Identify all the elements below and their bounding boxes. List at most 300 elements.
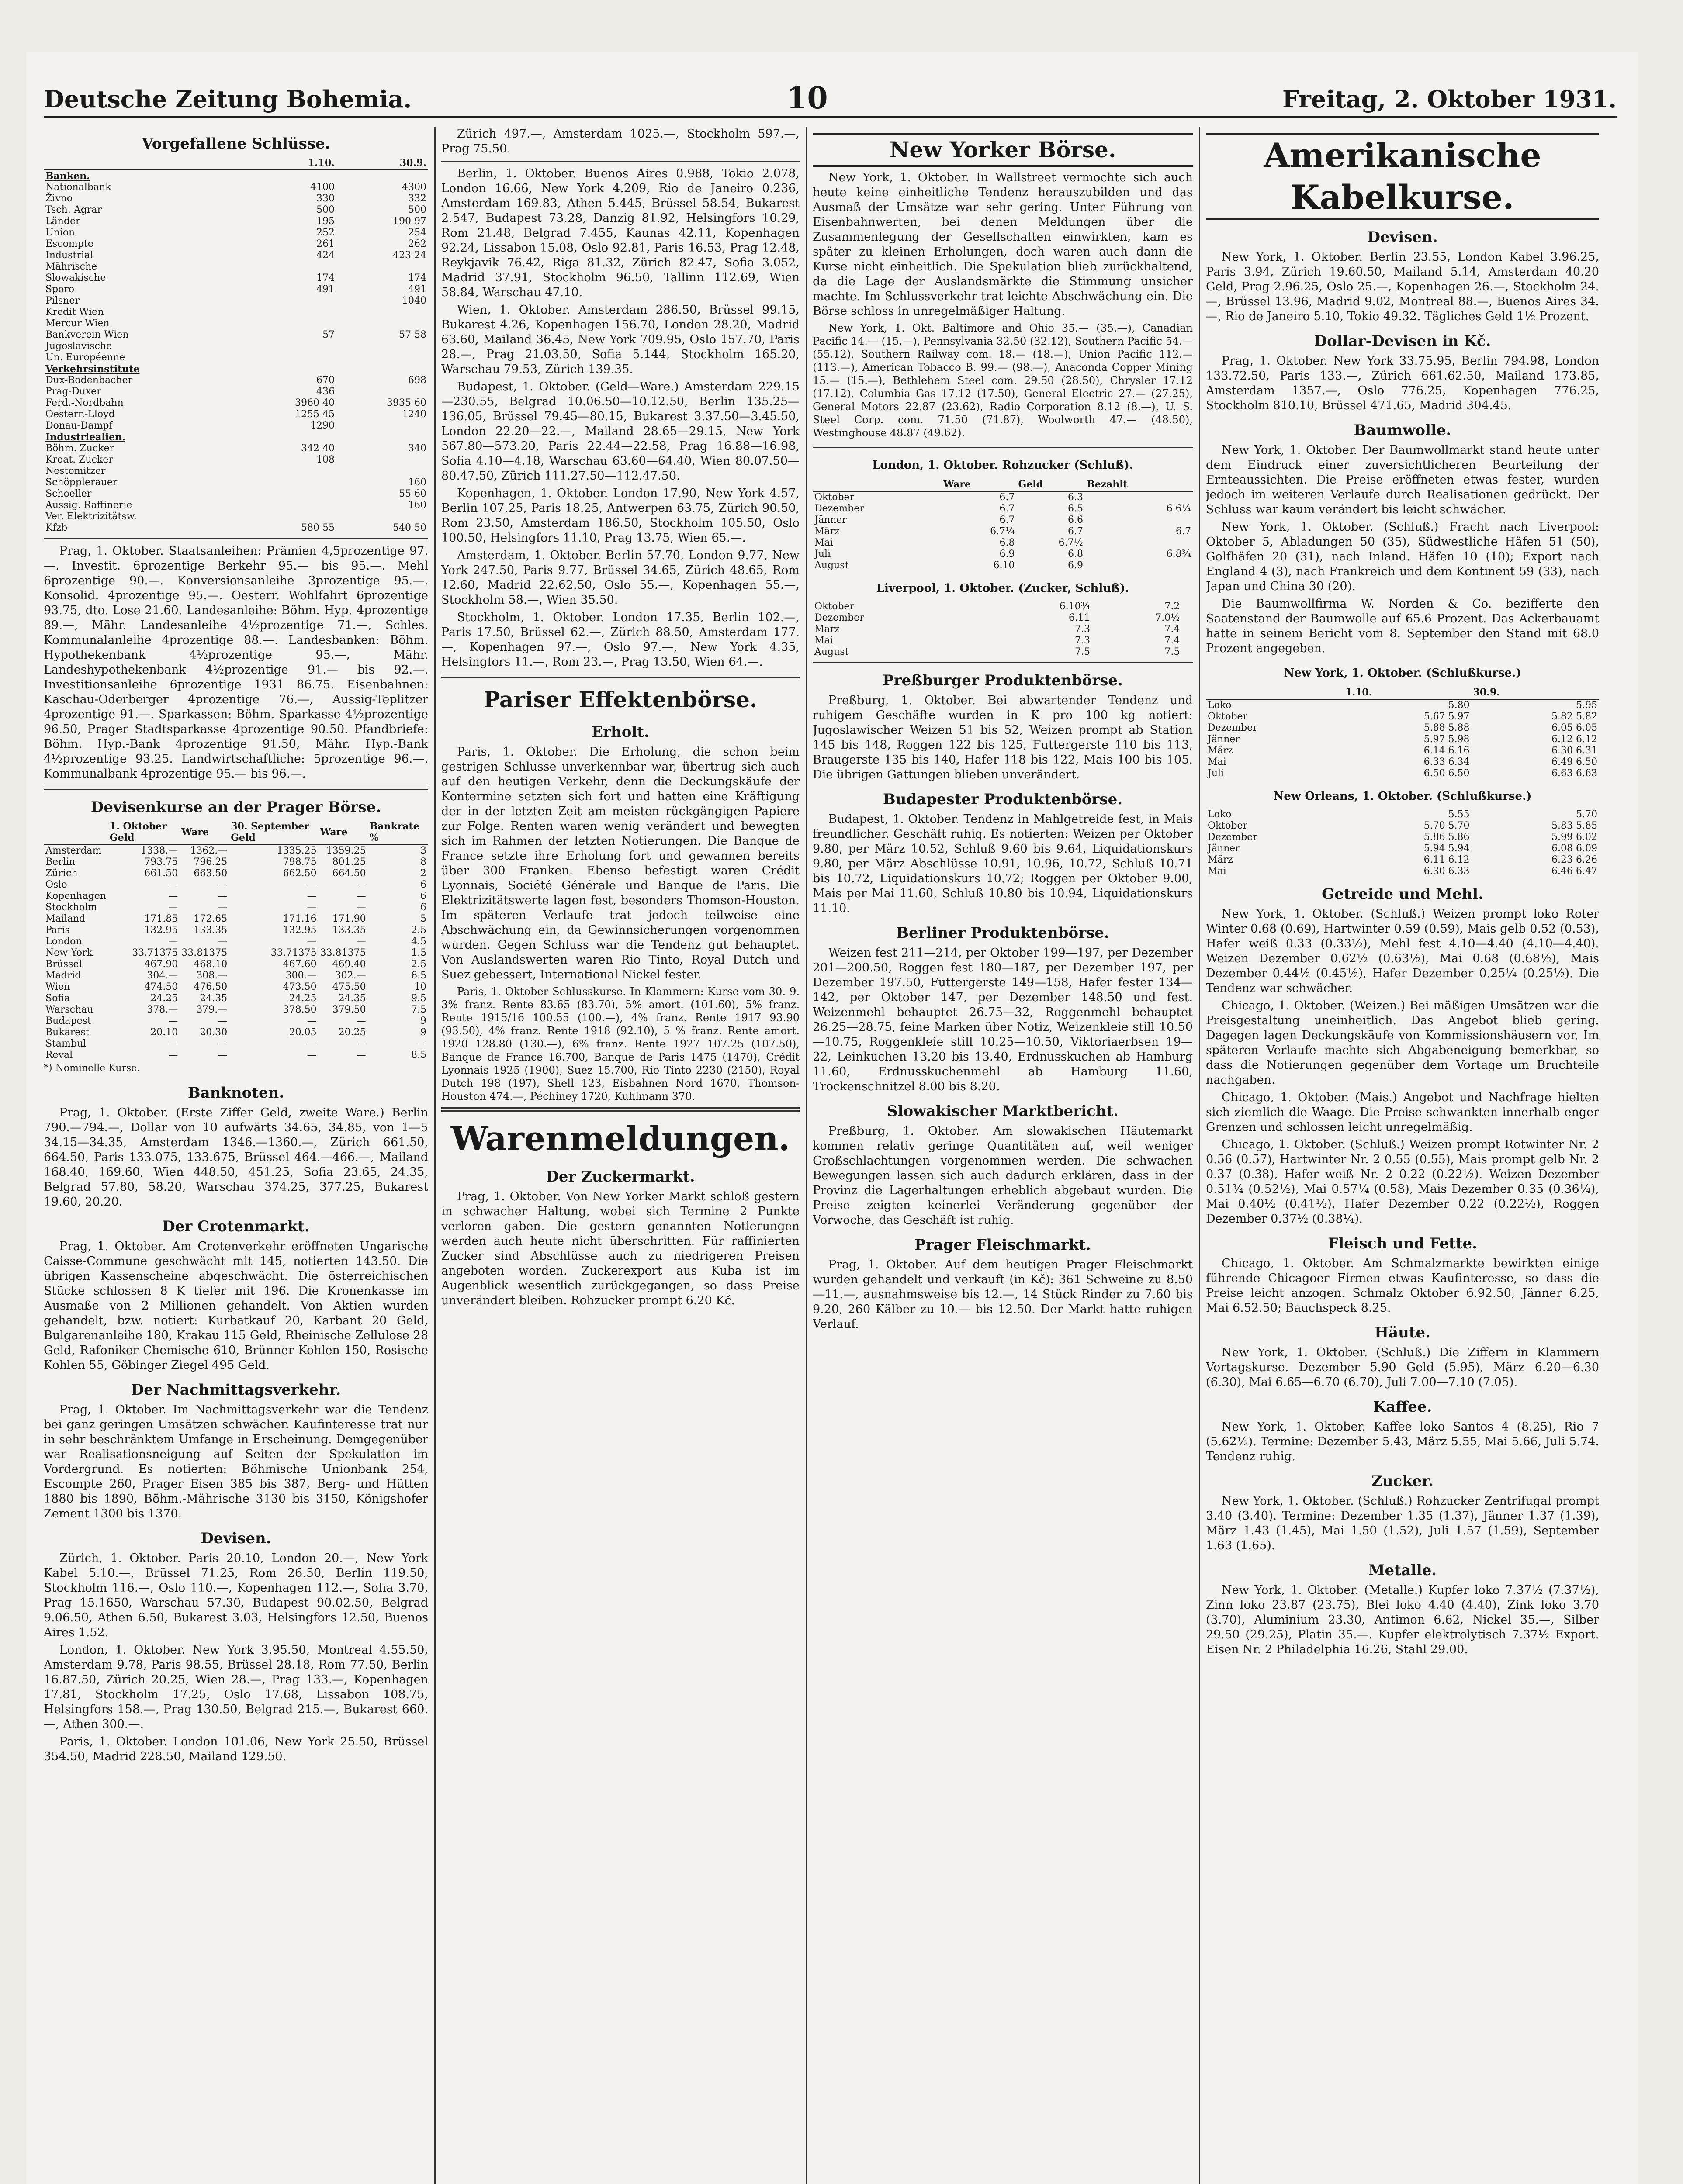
table-cell xyxy=(245,295,336,307)
table-cell: 379.50 xyxy=(332,1004,366,1015)
kabelkurse-title: Amerikanische Kabelkurse. xyxy=(1206,133,1599,220)
row-label: Sofia xyxy=(45,993,70,1004)
row-label: Živno xyxy=(45,193,73,204)
zucker-title: Zucker. xyxy=(1371,1472,1434,1490)
table-cell: — xyxy=(417,1038,426,1049)
col-header xyxy=(813,478,942,491)
liverpool-table xyxy=(813,601,1193,658)
slowakischer-paragraph: Preßburg, 1. Oktober. Am slowakischen Häutemarkt kommen relativ geringe Quantitäten auf, weil weniger Großschlachtungen vorgenommen werden. Die schwachen Bewegungen lassen sich auch dadurch erklären, dass in der Provinz die Lagerhaltungen erheblich abgebaut wurden. Die Preise zeigten keinerlei Veränderung gegenüber der Vorwoche, das Geschäft ist ruhig. xyxy=(813,1124,1193,1227)
table-cell: 7.5 xyxy=(1164,646,1180,657)
table-cell xyxy=(336,261,428,273)
col-header: 30. September Geld xyxy=(229,820,318,845)
table-row xyxy=(44,500,428,511)
table-cell: 262 xyxy=(408,238,426,249)
row-label: Jänner xyxy=(814,515,847,525)
table-cell: 33.81375 xyxy=(320,947,366,958)
row-label: Madrid xyxy=(45,970,81,981)
table-cell: — xyxy=(168,1016,178,1026)
table-cell: 261 xyxy=(316,238,335,249)
table-cell: 6.5 xyxy=(411,970,426,981)
table-cell xyxy=(336,352,428,363)
table-row xyxy=(44,925,428,936)
table-row xyxy=(44,1004,428,1016)
table-row xyxy=(44,868,428,879)
table-cell: 9 xyxy=(420,1016,426,1026)
row-label: Sporo xyxy=(45,284,75,295)
table-cell: 57 58 xyxy=(399,329,426,340)
col-header: Ware xyxy=(942,478,1016,491)
rohzucker-table xyxy=(813,478,1193,571)
dollar-title: Dollar-Devisen in Kč. xyxy=(1314,332,1491,350)
table-cell: 6.7 xyxy=(999,503,1015,514)
table-row xyxy=(44,970,428,981)
fett-title: Fleisch und Fette. xyxy=(1328,1235,1477,1252)
table-cell: — xyxy=(218,1038,228,1049)
slowakischer-title: Slowakischer Marktbericht. xyxy=(887,1102,1119,1120)
table-cell: 304.— xyxy=(147,970,178,981)
table-cell: 24.35 xyxy=(338,993,366,1004)
table-row xyxy=(44,1016,428,1027)
table-cell: 467.60 xyxy=(283,959,317,970)
table-cell: 580 55 xyxy=(301,522,335,533)
table-cell: 300.— xyxy=(285,970,317,981)
table-cell: 436 xyxy=(316,386,335,397)
table-cell: 20.05 xyxy=(289,1027,317,1038)
table-cell: — xyxy=(307,1038,317,1049)
table-row xyxy=(44,420,428,432)
table-cell: 8 xyxy=(420,857,426,867)
row-label: Mai xyxy=(1208,757,1226,767)
table-cell: 5.70 xyxy=(1576,809,1597,820)
table-cell: 7.2 xyxy=(1164,601,1180,612)
chicago2-paragraph: Chicago, 1. Oktober. (Mais.) Angebot und Nachfrage hielten sich ziemlich die Waage. Die Preise schwankten innerhalb enger Grenzen und schlossen leicht unregelmäßig. xyxy=(1206,1091,1599,1134)
table-cell: 7.3 xyxy=(1075,635,1090,646)
schluesse-body xyxy=(44,170,428,534)
table-cell: 423 24 xyxy=(393,250,426,261)
table-cell: 342 40 xyxy=(301,443,335,454)
col-header: Ware xyxy=(180,820,229,845)
row-label: Juli xyxy=(1208,768,1224,779)
rohzucker-head xyxy=(813,478,1193,491)
row-label: Loko xyxy=(1208,809,1232,820)
row-label: Ver. Elektrizitätsw. xyxy=(45,511,137,522)
row-label: Brüssel xyxy=(45,959,82,970)
table-row xyxy=(44,318,428,329)
waren-title: Warenmeldungen. xyxy=(450,1119,790,1158)
table-cell: 133.35 xyxy=(332,925,366,936)
row-label: Reval xyxy=(45,1050,73,1061)
table-row xyxy=(813,537,1193,549)
table-cell: — xyxy=(168,902,178,913)
table-row xyxy=(813,549,1193,560)
table-cell xyxy=(1181,624,1193,635)
table-row xyxy=(44,375,428,386)
table-cell: 491 xyxy=(408,284,426,295)
page-number: 10 xyxy=(786,81,828,116)
table-cell: 1040 xyxy=(402,295,426,306)
pariser-paragraph: Paris, 1. Oktober. Die Erholung, die schon beim gestrigen Schlusse unverkennbar war, übertrug sich auch auf den heutigen Verkehr, denn die Deckungskäufe der Kontermine setzten sich fort und hatten eine Kräftigung der in der letzten Zeit am meisten rückgängigen Papiere zur Folge. Renten waren wenig verändert und bewegten sich im Rahmen der letzten Notierungen. Die Banque de France setzte ihre Erholung fort und gewannen bereits über 300 Franken. Ebenso befestigt waren Crédit Lyonnais, Société Générale und Banque de Paris. Die Elektrizitätswerte lagen fest, besonders Thomson-Houston. Im späteren Verlaufe trat jedoch teilweise eine Abschwächung ein, da Gewinnsicherungen vorgenommen wurden. Gegen Schluss war die Tendenz gut behauptet. Von Auslandswerten waren Rio Tinto, Royal Dutch und Suez gebessert, International Nickel fester. xyxy=(441,745,800,981)
haeute-paragraph: New York, 1. Oktober. (Schluß.) Die Ziffern in Klammern Vortagskurse. Dezember 5.90 Geld (5.95), März 6.20—6.30 (6.30), Mai 6.65—6.70 (6.70), Juli 7.00—7.10 (7.05). xyxy=(1206,1346,1599,1389)
table-cell: — xyxy=(168,879,178,890)
table-cell: 491 xyxy=(316,284,335,295)
table-cell: 500 xyxy=(408,204,426,215)
table-row xyxy=(44,273,428,284)
table-cell xyxy=(336,511,428,522)
row-label: Tsch. Agrar xyxy=(45,204,102,215)
group-row xyxy=(44,170,428,182)
no-cotton-header: New Orleans, 1. Oktober. (Schlußkurse.) xyxy=(1273,790,1532,803)
row-label: Donau-Dampf xyxy=(45,420,113,431)
table-cell: 10 xyxy=(414,981,426,992)
table-cell: 195 xyxy=(316,216,335,227)
table-cell: 6.10 xyxy=(993,560,1015,571)
metalle-paragraph: New York, 1. Oktober. (Metalle.) Kupfer loko 7.37½ (7.37½), Zinn loko 23.87 (23.75), Blei loko 4.40 (4.40), Zink loko 3.70 (3.70), Aluminium 23.30, Antimon 6.62, Nickel 35.—, Silber 29.50 (29.25), Platin 35.—. Kupfer elektrolytisch 7.37½ Export. Eisen Nr. 2 Philadelphia 16.26, Stahl 29.00. xyxy=(1206,1583,1599,1656)
table-cell: 20.30 xyxy=(200,1027,228,1038)
row-label: Union xyxy=(45,227,75,238)
table-cell: — xyxy=(218,879,228,890)
table-cell xyxy=(245,477,336,488)
table-row xyxy=(44,284,428,295)
table-cell: 20.25 xyxy=(338,1027,366,1038)
table-cell: 6.05 6.05 xyxy=(1551,722,1597,733)
ny-devisen-paragraph: New York, 1. Oktober. Berlin 23.55, London Kabel 3.96.25, Paris 3.94, Zürich 19.60.50, Mailand 5.14, Amsterdam 40.20 Geld, Prag 2.96.25, Oslo 25.—, Kopenhagen 26.—, Stockholm 24.—, Brüssel 13.96, Madrid 9.02, Montreal 88.—, Buenos Aires 34.—, Rio de Janeiro 5.10, Tokio 49.32. Tägliches Geld 1½ Prozent. xyxy=(1206,250,1599,323)
table-row xyxy=(813,503,1193,515)
divider xyxy=(441,674,800,678)
table-cell: 7.4 xyxy=(1164,624,1180,635)
table-cell: 1290 xyxy=(310,420,335,431)
column-3 xyxy=(813,127,1200,2184)
table-cell: 6 xyxy=(420,879,426,890)
table-row xyxy=(44,443,428,454)
pariser-quotes: Paris, 1. Oktober Schlusskurse. In Klammern: Kurse vom 30. 9. 3% franz. Rente 83.65 (83.70), 5% amort. (101.60), 5% franz. Rente 1915/16 100.55 (100.—), 4% franz. Rente 1917 93.90 (93.50), 4% franz. Rente 1918 (92.10), 5 % franz. Rente amort. 1920 128.80 (130.—), 6% franz. Rente 1927 107.25 (107.50), Banque de France 16.700, Banque de Paris 1475 (1470), Crédit Lyonnais 1925 (1900), Suez 15.700, Rio Tinto 2230 (2150), Royal Dutch 198 (197), Shell 123, Eisbahnen Nord 1670, Thomson-Houston 474.—, Péchiney 1720, Kuhlmann 370. xyxy=(441,985,800,1102)
row-label: Mercur Wien xyxy=(45,318,110,329)
table-cell: 540 50 xyxy=(393,522,426,533)
group-name: Industriealien. xyxy=(45,432,125,443)
table-row xyxy=(813,635,1193,646)
table-cell: 661.50 xyxy=(144,868,178,879)
devisen-head xyxy=(44,820,428,845)
table-cell: 20.10 xyxy=(150,1027,178,1038)
table-cell: 5.55 xyxy=(1448,809,1470,820)
table-cell: 1335.25 xyxy=(277,845,317,856)
table-cell: 6.30 6.31 xyxy=(1551,745,1597,756)
table-row xyxy=(44,466,428,477)
table-cell: 172.65 xyxy=(194,913,228,924)
table-row xyxy=(44,511,428,522)
table-cell xyxy=(245,511,336,522)
table-row xyxy=(44,981,428,993)
table-cell: 4100 xyxy=(310,182,335,193)
paris-paragraph: Paris, 1. Oktober. London 101.06, New York 25.50, Brüssel 354.50, Madrid 228.50, Mailand 129.50. xyxy=(44,1735,428,1763)
rohzucker-body xyxy=(813,491,1193,571)
baumwolle-title: Baumwolle. xyxy=(1354,422,1451,439)
table-cell xyxy=(1181,601,1193,612)
col-header: Geld xyxy=(1017,478,1085,491)
zuerich-paragraph: Zürich, 1. Oktober. Paris 20.10, London 20.—, New York Kabel 5.10.—, Brüssel 71.25, Rom 26.50, Berlin 119.50, Stockholm 116.—, Oslo 110.—, Kopenhagen 112.—, Sofia 3.70, Prag 15.1650, Warschau 57.30, Budapest 90.02.50, Belgrad 9.06.50, Athen 6.50, Bukarest 3.03, Helsingfors 12.50, Buenos Aires 1.52. xyxy=(44,1552,428,1639)
table-row xyxy=(44,261,428,273)
table-cell: 5.95 xyxy=(1576,700,1597,711)
col-header: 1.10. xyxy=(245,156,336,170)
table-cell: 670 xyxy=(316,375,335,386)
row-label: Nationalbank xyxy=(45,182,111,193)
table-cell: 6 xyxy=(420,902,426,913)
row-label: Mai xyxy=(814,635,833,646)
table-cell: 171.16 xyxy=(283,913,317,924)
table-cell: 7.5 xyxy=(411,1004,426,1015)
table-row xyxy=(44,193,428,204)
table-cell xyxy=(1085,537,1193,549)
table-cell: 24.25 xyxy=(150,993,178,1004)
table-row xyxy=(1206,820,1599,832)
table-row xyxy=(44,341,428,352)
row-label: Aussig. Raffinerie xyxy=(45,500,132,511)
liverpool-fracht-paragraph: New York, 1. Oktober. (Schluß.) Fracht nach Liverpool: Oktober 5, Abladungen 50 (35), Südwestliche Häfen 51 (50), Golfhäfen 20 (31), nach Inland. Häfen 10 (10); Export nach England 4 (3), nach Frankreich und dem Kontinent 59 (33), nach Japan und China 30 (20). xyxy=(1206,520,1599,593)
table-cell: 6.11 6.12 xyxy=(1423,854,1470,865)
table-cell: — xyxy=(168,936,178,947)
table-cell: 6.6¼ xyxy=(1166,503,1191,514)
table-row xyxy=(44,891,428,902)
row-label: August xyxy=(814,560,849,571)
table-cell: — xyxy=(218,936,228,947)
table-row xyxy=(1206,843,1599,854)
table-cell: — xyxy=(356,1016,366,1026)
kaffee-paragraph: New York, 1. Oktober. Kaffee loko Santos 4 (8.25), Rio 7 (5.62½). Termine: Dezember 5.43, März 5.55, Mai 5.66, Juli 5.74. Tendenz ruhig. xyxy=(1206,1420,1599,1463)
table-cell: 798.75 xyxy=(283,857,317,867)
pariser-title: Pariser Effektenbörse. xyxy=(483,687,758,712)
table-cell: 6.9 xyxy=(1067,560,1083,571)
table-cell xyxy=(336,307,428,318)
row-label: Kfzb xyxy=(45,522,68,533)
table-row xyxy=(1206,699,1599,711)
row-label: März xyxy=(1208,854,1233,865)
table-cell: — xyxy=(356,1050,366,1061)
row-label: Nestomitzer xyxy=(45,466,106,477)
berliner-paragraph: Weizen fest 211—214, per Oktober 199—197, per Dezember 201—200.50, Roggen fest 180—187, per Dezember 197, per Dezember 197.50, Futtergerste 149—158, Hafer fester 134—142, per Oktober 147, per Dezember 148.50 und fest. Weizenmehl behauptet 26.75—32, Roggenmehl behauptet 26.25—28.75, feine Marken über Notiz, Weizenkleie still 10.50—10.75, Roggenkleie still 10.25—10.50, Viktoriaerbsen 19—22, Leinkuchen 13.20 bis 13.40, Erdnusskuchen ab Hamburg 11.60, Erdnusskuchenmehl ab Hamburg 11.60, Trockenschnitzel 8.00 bis 8.20. xyxy=(813,946,1193,1093)
table-cell: 474.50 xyxy=(144,981,178,992)
row-label: Schöpplerauer xyxy=(45,477,118,488)
divider xyxy=(441,1107,800,1112)
paper-name: Deutsche Zeitung Bohemia. xyxy=(44,85,412,113)
table-row xyxy=(813,491,1193,503)
table-cell: 6.9 xyxy=(999,549,1015,560)
table-cell: — xyxy=(307,879,317,890)
bremen-paragraph: Die Baumwollfirma W. Norden & Co. bezifferte den Saatenstand der Baumwolle auf 65.6 Prozent. Das Ackerbauamt hatte in seinem Bericht vom 8. September den Stand mit 68.0 Prozent angegeben. xyxy=(1206,597,1599,655)
table-cell: — xyxy=(218,902,228,913)
row-label: August xyxy=(814,646,849,657)
table-row xyxy=(813,560,1193,571)
row-label: Böhm. Zucker xyxy=(45,443,114,454)
running-head xyxy=(44,81,1617,118)
liverpool-header: Liverpool, 1. Oktober. (Zucker, Schluß). xyxy=(876,582,1129,595)
table-cell: 793.75 xyxy=(144,857,178,867)
no-cotton-table xyxy=(1206,809,1599,877)
table-cell: — xyxy=(218,1016,228,1026)
table-cell: 57 xyxy=(322,329,335,340)
table-cell: 3 xyxy=(420,845,426,856)
table-row xyxy=(44,204,428,216)
table-row xyxy=(44,1027,428,1038)
table-cell: 6.08 6.09 xyxy=(1551,843,1597,854)
table-cell: 378.50 xyxy=(283,1004,317,1015)
pariser-subtitle: Erholt. xyxy=(592,723,649,741)
table-cell: 2.5 xyxy=(411,925,426,936)
kaffee-title: Kaffee. xyxy=(1373,1398,1432,1416)
table-cell: 7.4 xyxy=(1164,635,1180,646)
table-row xyxy=(44,329,428,341)
table-cell: 5.67 5.97 xyxy=(1423,711,1470,722)
ny-cotton-header: New York, 1. Oktober. (Schlußkurse.) xyxy=(1284,667,1521,680)
budapest-produkten-title: Budapester Produktenbörse. xyxy=(883,791,1123,808)
row-label: Kredit Wien xyxy=(45,307,104,318)
table-cell: 340 xyxy=(408,443,426,454)
chicago-paragraph: Chicago, 1. Oktober. (Weizen.) Bei mäßigen Umsätzen war die Preisgestaltung uneinheitlich. Das Angebot blieb gering. Dagegen lagen Deckungskäufe von Kommissionshäusern vor. Im späteren Verlaufe machte sich Abgabeneigung bemerkbar, so dass die Notierungen gegenüber dem Vortage um Bruchteile nachgaben. xyxy=(1206,999,1599,1087)
row-label: London xyxy=(45,936,82,947)
table-row xyxy=(813,526,1193,537)
zuckermarkt-paragraph: Prag, 1. Oktober. Von New Yorker Markt schloß gestern in schwacher Haltung, wobei sich Termine 2 Punkte verloren gaben. Die gestern genannten Notierungen werden auch heute nicht überschritten. Für raffinierten Zucker sind Abschlüsse auch zu niedrigeren Preisen angeboten worden. Zuckerexport aus Kuba ist im Augenblick wesentlich zurückgegangen, so dass Preise unverändert bleiben. Rohzucker prompt 6.20 Kč. xyxy=(441,1190,800,1307)
nyb-paragraph: New York, 1. Oktober. In Wallstreet vermochte sich auch heute keine einheitliche Tendenz herauszubilden und das Ausmaß der Umsätze war sehr gering. Unter Führung von Eisenbahnwerten, bei denen Meldungen über die Zusammenlegung der Gesellschaften einwirkten, kam es später zu kleinen Erholungen, doch waren auch dann die Kurse nicht einheitlich. Die Spekulation blieb zurückhaltend, da die Lage der Auslandsmärkte die Stimmung unsicher machte. Im Schlussverkehr trat leichte Abschwächung ein. Die Börse schloss in unregelmäßiger Haltung. xyxy=(813,171,1193,318)
budapest-produkten-paragraph: Budapest, 1. Oktober. Tendenz in Mahlgetreide fest, in Mais freundlicher. Geschäft ruhig. Es notierten: Weizen per Oktober 9.80, per März 10.52, Schluß 9.60 bis 9.64, Liquidationskurs 9.80, per März Abschlüsse 10.91, 10.96, 10.72, Schluß 10.71 bis 10.72, Liquidationskurs 10.72; Roggen per Oktober 9.00, Mais per Mai 11.60, Schluß 10.80 bis 10.94, Liquidationskurs 11.10. xyxy=(813,812,1193,915)
table-cell xyxy=(245,261,336,273)
table-cell xyxy=(245,488,336,500)
col-header: Bankrate % xyxy=(368,820,428,845)
table-row xyxy=(44,227,428,238)
table-cell: 24.35 xyxy=(200,993,228,1004)
table-cell: 5.86 5.86 xyxy=(1423,832,1470,843)
table-cell: 475.50 xyxy=(332,981,366,992)
chicago3-paragraph: Chicago, 1. Oktober. (Schluß.) Weizen prompt Rotwinter Nr. 2 0.56 (0.57), Hartwinter Nr. 2 0.55 (0.55), Mais prompt gelb Nr. 2 0.37 (0.38), Hafer weiß Nr. 2 0.22 (0.22½). Weizen Dezember 0.51¾ (0.52½), Mai 0.57¼ (0.58), Mais Dezember 0.35 (0.36¼), Mai 0.40½ (0.41½), Hafer Dezember 0.22 (0.22½), Roggen Dezember 0.37½ (0.38¼). xyxy=(1206,1138,1599,1226)
table-cell: 171.90 xyxy=(332,913,366,924)
table-cell: — xyxy=(168,891,178,902)
row-label: Industrial xyxy=(45,250,93,261)
table-cell xyxy=(1085,560,1193,571)
table-cell: 5.94 5.94 xyxy=(1423,843,1470,854)
table-cell: 379.— xyxy=(196,1004,228,1015)
devisen-title: Devisenkurse an der Prager Börse. xyxy=(90,798,381,816)
table-row xyxy=(1206,722,1599,734)
table-row xyxy=(44,307,428,318)
row-label: Loko xyxy=(1208,700,1232,711)
row-label: Jugoslavische xyxy=(45,341,112,352)
row-label: Prag-Duxer xyxy=(45,386,101,397)
table-cell: — xyxy=(356,891,366,902)
table-cell: 174 xyxy=(408,273,426,283)
london-paragraph: London, 1. Oktober. New York 3.95.50, Montreal 4.55.50, Amsterdam 9.78, Paris 98.55, Brüssel 28.18, Rom 77.50, Berlin 16.87.50, Zürich 20.25, Wien 28.—, Prag 133.—, Kopenhagen 17.81, Stockholm 17.25, Oslo 17.68, Lissabon 108.75, Helsingfors 158.—, Prag 130.50, Belgrad 215.—, Bukarest 660.—, Athen 300.—. xyxy=(44,1643,428,1731)
row-label: Mai xyxy=(1208,866,1226,877)
haeute-title: Häute. xyxy=(1374,1324,1431,1341)
col-header: 30.9. xyxy=(1472,686,1599,699)
table-cell: — xyxy=(168,1038,178,1049)
table-cell: 174 xyxy=(316,273,335,283)
table-cell xyxy=(245,500,336,511)
table-cell: 467.90 xyxy=(144,959,178,970)
table-cell: 5.99 6.02 xyxy=(1551,832,1597,843)
table-cell: 6.7 xyxy=(999,492,1015,503)
table-cell xyxy=(1085,515,1193,526)
table-row xyxy=(44,1050,428,1061)
table-cell: 5.70 5.70 xyxy=(1423,820,1470,831)
table-cell xyxy=(336,420,428,432)
table-cell: 473.50 xyxy=(283,981,317,992)
row-label: Mai xyxy=(814,537,833,548)
table-cell: 663.50 xyxy=(194,868,228,879)
table-cell: 6.50 6.50 xyxy=(1423,768,1470,779)
table-cell xyxy=(336,386,428,397)
divider xyxy=(441,161,800,162)
group-name: Verkehrsinstitute xyxy=(45,363,140,375)
table-cell xyxy=(1181,646,1193,658)
table-cell: 1359.25 xyxy=(326,845,366,856)
table-cell: 378.— xyxy=(147,1004,178,1015)
fett-paragraph: Chicago, 1. Oktober. Am Schmalzmarkte bewirkten einige führende Chicagoer Firmen etwas Kaufinteresse, so dass die Preise leicht anzogen. Schmalz Oktober 6.92.50, Jänner 6.25, Mai 6.52.50; Bauchspeck 8.25. xyxy=(1206,1257,1599,1315)
group-row xyxy=(44,363,428,375)
table-cell: 7.0½ xyxy=(1155,612,1180,623)
table-cell xyxy=(336,454,428,466)
table-row xyxy=(813,612,1193,624)
table-cell xyxy=(336,341,428,352)
table-cell: — xyxy=(307,1016,317,1026)
table-cell xyxy=(1085,491,1193,503)
table-cell: 6 xyxy=(420,891,426,902)
getreide-title: Getreide und Mehl. xyxy=(1322,885,1483,903)
table-row xyxy=(44,936,428,947)
baumwolle-paragraph: New York, 1. Oktober. Der Baumwollmarkt stand heute unter dem Eindruck einer zuversichtlicheren Beurteilung der Ernteaussichten. Die Preise eröffneten etwas fester, wurden jedoch im weiteren Verlaufe durch Realisationen gedrückt. Der Schluss war kaum verändert bis leicht schwächer. xyxy=(1206,443,1599,516)
table-cell: 801.25 xyxy=(332,857,366,867)
liverpool-body xyxy=(813,601,1193,658)
table-row xyxy=(44,845,428,857)
table-cell: — xyxy=(356,936,366,947)
table-cell: 662.50 xyxy=(283,868,317,879)
table-cell: 330 xyxy=(316,193,335,204)
issue-date: Freitag, 2. Oktober 1931. xyxy=(1282,85,1617,113)
table-row xyxy=(44,409,428,420)
divider xyxy=(44,786,428,790)
table-cell: 7.3 xyxy=(1075,624,1090,635)
table-cell: 6.8¾ xyxy=(1166,549,1191,560)
table-cell: 6.30 6.33 xyxy=(1423,866,1470,877)
banknoten-title: Banknoten. xyxy=(187,1084,284,1102)
divider xyxy=(813,444,1193,448)
table-cell: 6.14 6.16 xyxy=(1423,745,1470,756)
table-cell: 6.7¼ xyxy=(990,526,1015,537)
table-cell: 4300 xyxy=(402,182,426,193)
table-row xyxy=(44,857,428,868)
table-row xyxy=(1206,745,1599,757)
fleischmarkt-title: Prager Fleischmarkt. xyxy=(914,1236,1091,1254)
table-cell: — xyxy=(218,891,228,902)
table-cell: 33.81375 xyxy=(181,947,228,958)
amsterdam-paragraph: Amsterdam, 1. Oktober. Berlin 57.70, London 9.77, New York 247.50, Paris 9.77, Brüssel 34.65, Zürich 48.65, Rom 12.60, Madrid 22.62.50, Oslo 55.—, Kopenhagen 55.—, Stockholm 58.—, Wien 35.50. xyxy=(441,549,800,607)
row-label: Jänner xyxy=(1208,734,1240,745)
table-cell: 5.82 5.82 xyxy=(1551,711,1597,722)
table-cell xyxy=(1181,635,1193,646)
metalle-title: Metalle. xyxy=(1368,1562,1437,1579)
row-label: Kroat. Zucker xyxy=(45,454,113,465)
table-cell: 9 xyxy=(420,1027,426,1038)
table-cell: 254 xyxy=(408,227,426,238)
devisen2-title: Devisen. xyxy=(201,1530,271,1547)
row-label: Mailand xyxy=(45,913,86,924)
row-label: Oktober xyxy=(814,492,855,503)
table-cell: 476.50 xyxy=(194,981,228,992)
table-row xyxy=(44,295,428,307)
table-cell: 1255 45 xyxy=(294,409,335,420)
table-cell: 3935 60 xyxy=(387,397,426,408)
table-row xyxy=(44,959,428,970)
table-cell: — xyxy=(218,1050,228,1061)
zucker-paragraph: New York, 1. Oktober. (Schluß.) Rohzucker Zentrifugal prompt 3.40 (3.40). Termine: Dezember 1.35 (1.37), Jänner 1.37 (1.39), März 1.43 (1.45), Mai 1.50 (1.52), Juli 1.57 (1.59), September 1.63 (1.65). xyxy=(1206,1494,1599,1552)
row-label: Oktober xyxy=(814,601,855,612)
table-row xyxy=(44,216,428,227)
